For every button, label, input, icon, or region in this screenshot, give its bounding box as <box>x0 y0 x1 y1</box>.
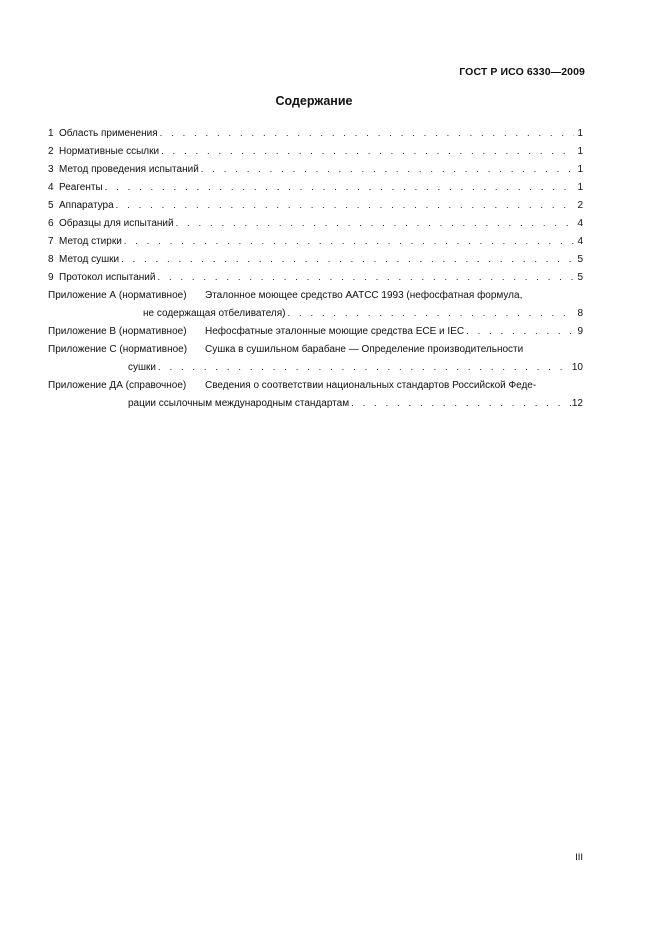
toc-entry-page: 2 <box>577 200 583 211</box>
toc-entry-page: 1 <box>577 182 583 193</box>
toc-entry-page: 1 <box>577 128 583 139</box>
toc-leader-dots <box>351 395 571 413</box>
toc-annex-prefix: Приложение ДА (справочное) <box>48 380 187 391</box>
toc-entry-number: 6 <box>48 218 54 229</box>
toc-entry[interactable] <box>48 269 583 287</box>
toc-annex-entry[interactable] <box>48 323 583 341</box>
toc-entry-number: 2 <box>48 146 54 157</box>
toc-annex-title: Сведения о соответствии национальных стандартов Российской Феде- <box>205 380 537 391</box>
toc-annex-title: Нефосфатные эталонные моющие средства ECE и IEC <box>205 326 465 337</box>
toc-annex-prefix: Приложение А (нормативное) <box>48 290 187 301</box>
toc-title: Содержание <box>275 94 353 108</box>
toc-annex-title-continued: не содержащая отбеливателя) <box>143 308 286 319</box>
toc-leader-dots <box>116 197 574 215</box>
toc-entry[interactable] <box>48 143 583 161</box>
toc-leader-dots <box>161 143 574 161</box>
toc-leader-dots <box>157 269 574 287</box>
toc-entry-number: 1 <box>48 128 54 139</box>
toc-entry-page: 1 <box>577 164 583 175</box>
document-code: ГОСТ Р ИСО 6330—2009 <box>459 66 585 78</box>
toc-annex-title: Эталонное моющее средство AATCC 1993 (нефосфатная формула, <box>205 290 523 301</box>
toc-annex-title-continued: сушки <box>128 362 156 373</box>
toc-entry-label: Протокол испытаний <box>59 272 156 283</box>
toc-leader-dots <box>288 305 574 323</box>
toc-entry-number: 3 <box>48 164 54 175</box>
toc-entry[interactable] <box>48 197 583 215</box>
toc-entry-number: 9 <box>48 272 54 283</box>
toc-entry-page: 5 <box>577 254 583 265</box>
toc-annex-prefix: Приложение В (нормативное) <box>48 326 187 337</box>
toc-annex-entry[interactable] <box>48 377 583 413</box>
toc-entry-label: Аппаратура <box>59 200 114 211</box>
toc-entry[interactable] <box>48 233 583 251</box>
page-number: III <box>575 852 583 863</box>
toc-entry-label: Образцы для испытаний <box>59 218 174 229</box>
toc-entry-page: 9 <box>577 326 583 337</box>
toc-entry-page: 8 <box>577 308 583 319</box>
toc-entry[interactable] <box>48 251 583 269</box>
toc-entry-label: Метод стирки <box>59 236 122 247</box>
toc-entry-page: 5 <box>577 272 583 283</box>
toc-entry-page: 4 <box>577 236 583 247</box>
toc-entry[interactable] <box>48 179 583 197</box>
toc-entry-label: Область применения <box>59 128 158 139</box>
toc-entry-label: Метод сушки <box>59 254 120 265</box>
toc-entry[interactable] <box>48 161 583 179</box>
toc-leader-dots <box>158 359 571 377</box>
toc-entry-label: Реагенты <box>59 182 103 193</box>
toc-entry-number: 4 <box>48 182 54 193</box>
table-of-contents <box>48 125 583 413</box>
toc-annex-entry[interactable] <box>48 341 583 377</box>
toc-entry-page: 12 <box>571 398 583 409</box>
toc-leader-dots <box>160 125 574 143</box>
toc-leader-dots <box>121 251 574 269</box>
toc-annex-title-continued: рации ссылочным международным стандартам <box>128 398 350 409</box>
toc-entry-number: 7 <box>48 236 54 247</box>
toc-entry-label: Нормативные ссылки <box>59 146 160 157</box>
toc-entry-page: 4 <box>577 218 583 229</box>
toc-leader-dots <box>466 323 574 341</box>
toc-entry-number: 5 <box>48 200 54 211</box>
toc-entry-number: 8 <box>48 254 54 265</box>
toc-entry-label: Метод проведения испытаний <box>59 164 199 175</box>
toc-entry[interactable] <box>48 125 583 143</box>
toc-entry[interactable] <box>48 215 583 233</box>
toc-annex-title: Сушка в сушильном барабане — Определение производительности <box>205 344 524 355</box>
toc-leader-dots <box>201 161 574 179</box>
toc-leader-dots <box>105 179 574 197</box>
toc-leader-dots <box>124 233 574 251</box>
toc-leader-dots <box>176 215 574 233</box>
toc-annex-prefix: Приложение С (нормативное) <box>48 344 188 355</box>
toc-entry-page: 10 <box>571 362 583 373</box>
toc-annex-entry[interactable] <box>48 287 583 323</box>
toc-entry-page: 1 <box>577 146 583 157</box>
